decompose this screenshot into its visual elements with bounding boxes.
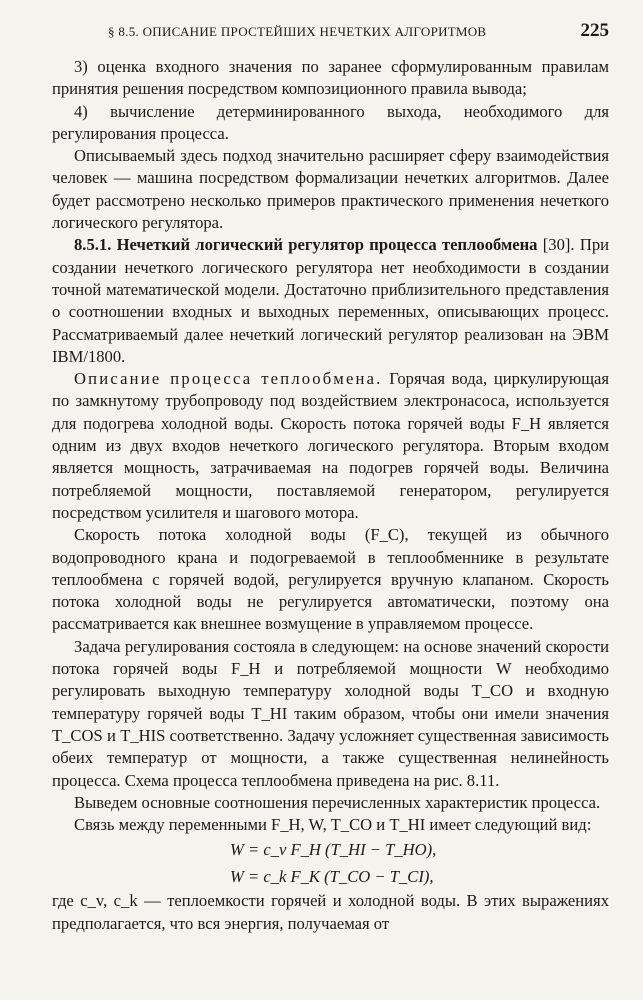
paragraph-process-description xyxy=(52,368,609,524)
page-number: 225 xyxy=(580,20,609,41)
paragraph-section-8-5-1 xyxy=(52,234,609,368)
formula-1: W = c_v F_H (T_HI − T_HO), xyxy=(230,840,437,860)
section-text: [30]. При создании нечеткого логического регулятора нет необходимости в создании точной математической модели. Достаточно приблизительного представления о соотношении входных и выходных переменных, описывающих процесс. Рассматриваемый далее нечеткий логический регулятор реализован на ЭВМ IBM/1800. xyxy=(52,235,609,366)
page-body xyxy=(52,56,609,935)
paragraph-relation: Связь между переменными F_H, W, T_CO и T_HI имеет следующий вид: xyxy=(74,815,592,835)
paragraph-where: где c_v, c_k — теплоемкости горячей и холодной воды. В этих выражениях предполагается, что вся энергия, получаемая от xyxy=(52,891,609,933)
formula-2: W = c_k F_K (T_CO − T_CI), xyxy=(230,867,434,887)
paragraph-derive: Выведем основные соотношения перечисленных характеристик процесса. xyxy=(74,792,601,812)
running-header xyxy=(52,20,609,48)
header-title: § 8.5. ОПИСАНИЕ ПРОСТЕЙШИХ НЕЧЕТКИХ АЛГОРИТМОВ xyxy=(108,24,487,39)
paragraph-approach: Описываемый здесь подход значительно расширяет сферу взаимодействия человек — машина посредством формализации нечетких алгоритмов. Далее будет рассмотрено несколько примеров практического применения нечеткого логического регулятора. xyxy=(52,146,609,233)
paragraph-item-3: 3) оценка входного значения по заранее сформулированным правилам принятия решения посредством композиционного правила вывода; xyxy=(52,57,609,99)
section-heading: 8.5.1. Нечеткий логический регулятор процесса теплообмена xyxy=(74,235,538,255)
paragraph-cold-water: Скорость потока холодной воды (F_C), текущей из обычного водопроводного крана и подогреваемой в теплообменнике в результате теплообмена с горячей водой, регулируется вручную клапаном. Скорость потока холодной воды не регулируется автоматически, поэтому она рассматривается как внешнее возмущение в управляемом процессе. xyxy=(52,525,609,634)
paragraph-control-task: Задача регулирования состояла в следующем: на основе значений скорости потока горячей воды F_H и потребляемой мощности W необходимо регулировать выходную температуру холодной воды T_CO и входную температуру горячей воды T_HI таким образом, чтобы они имели значения T_COS и T_HIS соответственно. Задачу усложняет существенная зависимость обеих температур от мощности, а также существенная нелинейность процесса. Схема процесса теплообмена приведена на рис. 8.11. xyxy=(52,636,609,790)
process-text: Горячая вода, циркулирующая по замкнутому трубопроводу под воздействием электронасоса, используется для подогрева холодной воды. Скорость потока горячей воды F_H является одним из двух входов нечеткого логического регулятора. Вторым входом является мощность, затрачиваемая на подогрев горячей воды. Величина потребляемой мощности, поставляемой генератором, регулируется посредством усилителя и шагового мотора. xyxy=(52,369,609,522)
spaced-heading: Описание процесса теплообмена. xyxy=(74,369,383,389)
paragraph-item-4: 4) вычисление детерминированного выхода, необходимого для регулирования процесса. xyxy=(52,101,609,143)
